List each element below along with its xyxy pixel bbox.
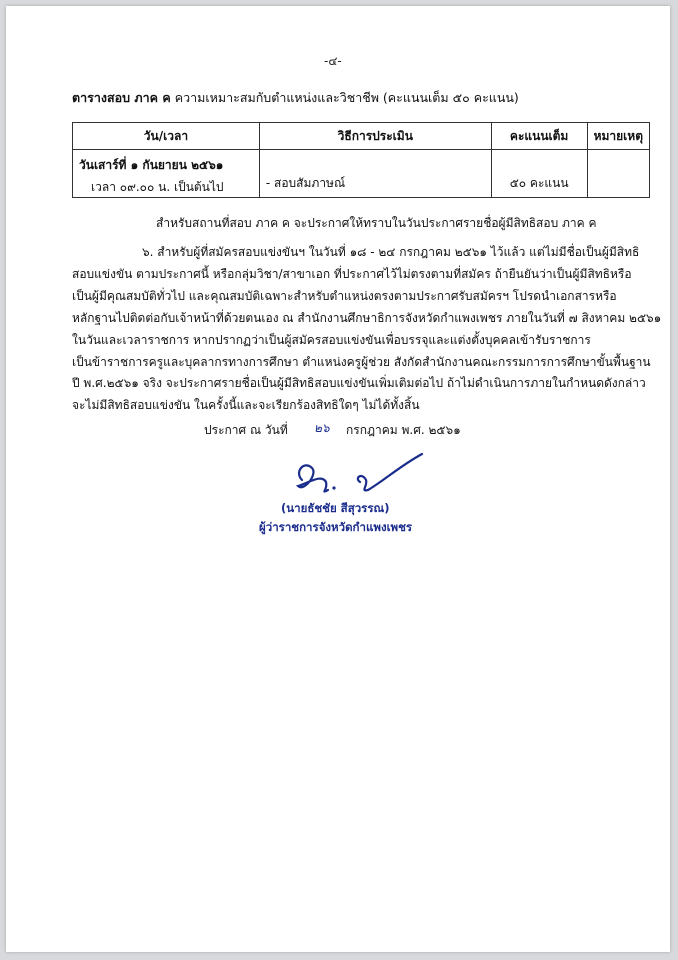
announce-day: ๒๖ (314, 421, 330, 435)
body-line: สำหรับสถานที่สอบ ภาค ค จะประกาศให้ทราบในวันประกาศรายชื่อผู้มีสิทธิสอบ ภาค ค (156, 216, 597, 230)
announce-prefix: ประกาศ ณ วันที่ (204, 423, 288, 437)
cell-date-time (73, 150, 260, 198)
body-line: สอบแข่งขัน ตามประกาศนี้ หรือกลุ่มวิชา/สาขาเอก ที่ประกาศไว้ไม่ตรงตามที่สมัคร ถ้ายืนยันว่าเป็นผู้มีสิทธิหรือ (72, 267, 632, 281)
cell-remark (587, 150, 649, 198)
exam-schedule-table (72, 122, 650, 198)
body-line: ปี พ.ศ.๒๕๖๑ จริง จะประกาศรายชื่อเป็นผู้มีสิทธิสอบแข่งขันเพิ่มเติมต่อไป ถ้าไม่ดำเนินการภายในกำหนดดังกล่าว (72, 376, 646, 390)
header-date-time: วัน/เวลา (73, 123, 260, 150)
body-line: ในวันและเวลาราชการ หากปรากฏว่าเป็นผู้สมัครสอบแข่งขันเพื่อบรรจุและแต่งตั้งบุคคลเข้ารับราชการ (72, 333, 591, 347)
body-line: จะไม่มีสิทธิสอบแข่งขัน ในครั้งนี้และจะเรียกร้องสิทธิใดๆ ไม่ได้ทั้งสิ้น (72, 398, 420, 412)
body-line: เป็นผู้มีคุณสมบัติทั่วไป และคุณสมบัติเฉพาะสำหรับตำแหน่งตรงตามประกาศรับสมัครฯ โปรดนำเอกสารหรือ (72, 289, 617, 303)
announce-suffix: กรกฎาคม พ.ศ. ๒๕๖๑ (346, 423, 461, 437)
cell-score (491, 150, 587, 198)
document-page (6, 6, 670, 952)
table-header-row (73, 123, 650, 150)
body-line: ๖. สำหรับผู้ที่สมัครสอบแข่งขันฯ ในวันที่ ๑๘ - ๒๔ กรกฎาคม ๒๕๖๑ ไว้แล้ว แต่ไม่มีชื่อเป็นผู้มีสิทธิ (142, 245, 640, 259)
signatory-title: ผู้ว่าราชการจังหวัดกำแพงเพชร (259, 520, 413, 534)
page-number: -๔- (324, 54, 342, 68)
heading-bold: ตารางสอบ ภาค ค (72, 90, 171, 105)
exam-score: ๕๐ คะแนน (509, 176, 569, 190)
exam-method: - สอบสัมภาษณ์ (265, 176, 346, 190)
exam-date: วันเสาร์ที่ ๑ กันยายน ๒๕๖๑ (79, 158, 224, 172)
header-full-score: คะแนนเต็ม (491, 123, 587, 150)
section-heading (72, 88, 519, 108)
table-row (73, 150, 650, 198)
signatory-name: (นายธัชชัย สีสุวรรณ) (281, 501, 390, 515)
signature-image (282, 452, 432, 500)
heading-text: ความเหมาะสมกับตำแหน่งและวิชาชีพ (คะแนนเต็ม ๕๐ คะแนน) (170, 90, 519, 105)
body-line: เป็นข้าราชการครูและบุคลากรทางการศึกษา ตำแหน่งครูผู้ช่วย สังกัดสำนักงานคณะกรรมการการศึกษาขั้นพื้นฐาน (72, 355, 651, 369)
exam-time: เวลา ๐๙.๐๐ น. เป็นต้นไป (91, 180, 224, 194)
header-remark: หมายเหตุ (587, 123, 649, 150)
body-line: หลักฐานไปติดต่อกับเจ้าหน้าที่ด้วยตนเอง ณ สำนักงานศึกษาธิการจังหวัดกำแพงเพชร ภายในวันที่ ๗ สิงหาคม ๒๕๖๑ (72, 311, 662, 325)
header-method: วิธีการประเมิน (259, 123, 491, 150)
cell-method (259, 150, 491, 198)
